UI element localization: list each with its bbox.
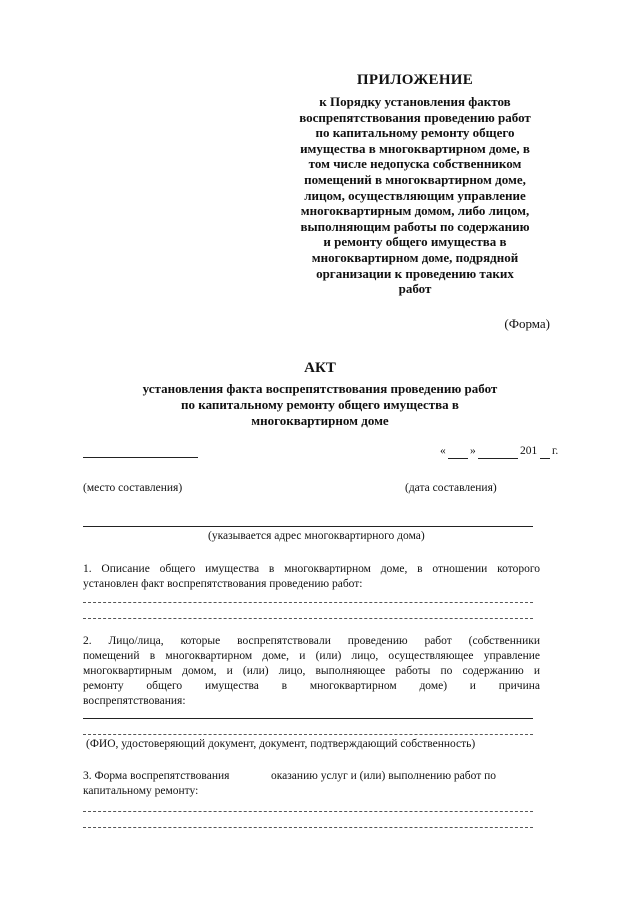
act-title: АКТ	[304, 360, 336, 376]
form-label: (Форма)	[504, 316, 550, 331]
appendix-line: и ремонту общего имущества в	[323, 234, 507, 250]
act-subtitle-line: многоквартирном доме	[251, 413, 389, 428]
date-field[interactable]	[440, 445, 570, 461]
address-field-line[interactable]	[83, 526, 533, 527]
appendix-line: выполняющим работы по содержанию	[300, 218, 530, 234]
section-2-answer-line[interactable]	[83, 734, 533, 735]
address-label: (указывается адрес многоквартирного дома)	[208, 530, 425, 542]
section-3-line-1-right: оказанию услуг и (или) выполнению работ по	[271, 770, 497, 782]
appendix-body	[280, 94, 550, 297]
section-2-line: 2. Лицо/лица, которые воспрепятствовали проведению работ (собственники	[83, 635, 540, 647]
place-label: (место составления)	[83, 482, 183, 494]
appendix-line: многоквартирном доме, подрядной	[311, 249, 519, 265]
section-2-line: ремонту общего имущества в многоквартирном доме) и причина	[83, 680, 540, 692]
section-3-line-1-left: 3. Форма воспрепятствования	[83, 770, 230, 782]
section-1-line: установлен факт воспрепятствования проведению работ:	[83, 578, 363, 590]
section-1-text	[83, 562, 540, 592]
date-year-line	[540, 458, 550, 459]
appendix-line: имущества в многоквартирном доме, в	[300, 140, 530, 156]
appendix-line: воспрепятствования проведению работ	[299, 109, 531, 125]
section-1-answer-line[interactable]	[83, 618, 533, 619]
act-subtitle	[80, 381, 560, 429]
section-2-answer-line[interactable]	[83, 718, 533, 719]
date-day-line	[448, 458, 468, 459]
section-1-line: 1. Описание общего имущества в многоквартирном доме, в отношении которого	[83, 563, 540, 575]
act-subtitle-line: по капитальному ремонту общего имущества в	[181, 397, 459, 412]
section-1-answer-line[interactable]	[83, 602, 533, 603]
appendix-line: помещений в многоквартирном доме,	[304, 171, 526, 187]
appendix-line: работ	[398, 281, 432, 297]
section-3-line-2: капитальному ремонту:	[83, 785, 199, 797]
date-close-quote: »	[470, 445, 476, 457]
appendix-title: ПРИЛОЖЕНИЕ	[356, 72, 474, 88]
section-2-line: помещений в многоквартирном доме, и (или) лицо, осуществляющее управление	[83, 650, 540, 662]
act-subtitle-line: установления факта воспрепятствования проведению работ	[142, 381, 498, 396]
date-year-suffix: г.	[552, 445, 559, 457]
appendix-line: лицом, осуществляющим управление	[304, 187, 526, 203]
appendix-line: организации к проведению таких	[316, 265, 514, 281]
section-2-line: многоквартирным домом, и (или) лицо, выполняющее работы по содержанию и	[83, 665, 540, 677]
section-3-answer-line[interactable]	[83, 811, 533, 812]
appendix-line: к Порядку установления фактов	[319, 94, 511, 109]
appendix-line: по капитальному ремонту общего	[315, 125, 515, 141]
date-month-line	[478, 458, 518, 459]
date-open-quote: «	[440, 445, 446, 457]
appendix-line: том числе недопуска собственником	[308, 156, 522, 172]
section-2-line: воспрепятствования:	[83, 695, 186, 707]
date-label: (дата составления)	[405, 482, 497, 494]
section-2-text	[83, 634, 540, 709]
fio-label: (ФИО, удостоверяющий документ, документ, подтверждающий собственность)	[86, 738, 476, 750]
date-year-prefix: 201	[520, 445, 538, 457]
section-3-answer-line[interactable]	[83, 827, 533, 828]
appendix-line: многоквартирным домом, либо лицом,	[300, 203, 530, 219]
place-field-line[interactable]	[83, 457, 198, 458]
